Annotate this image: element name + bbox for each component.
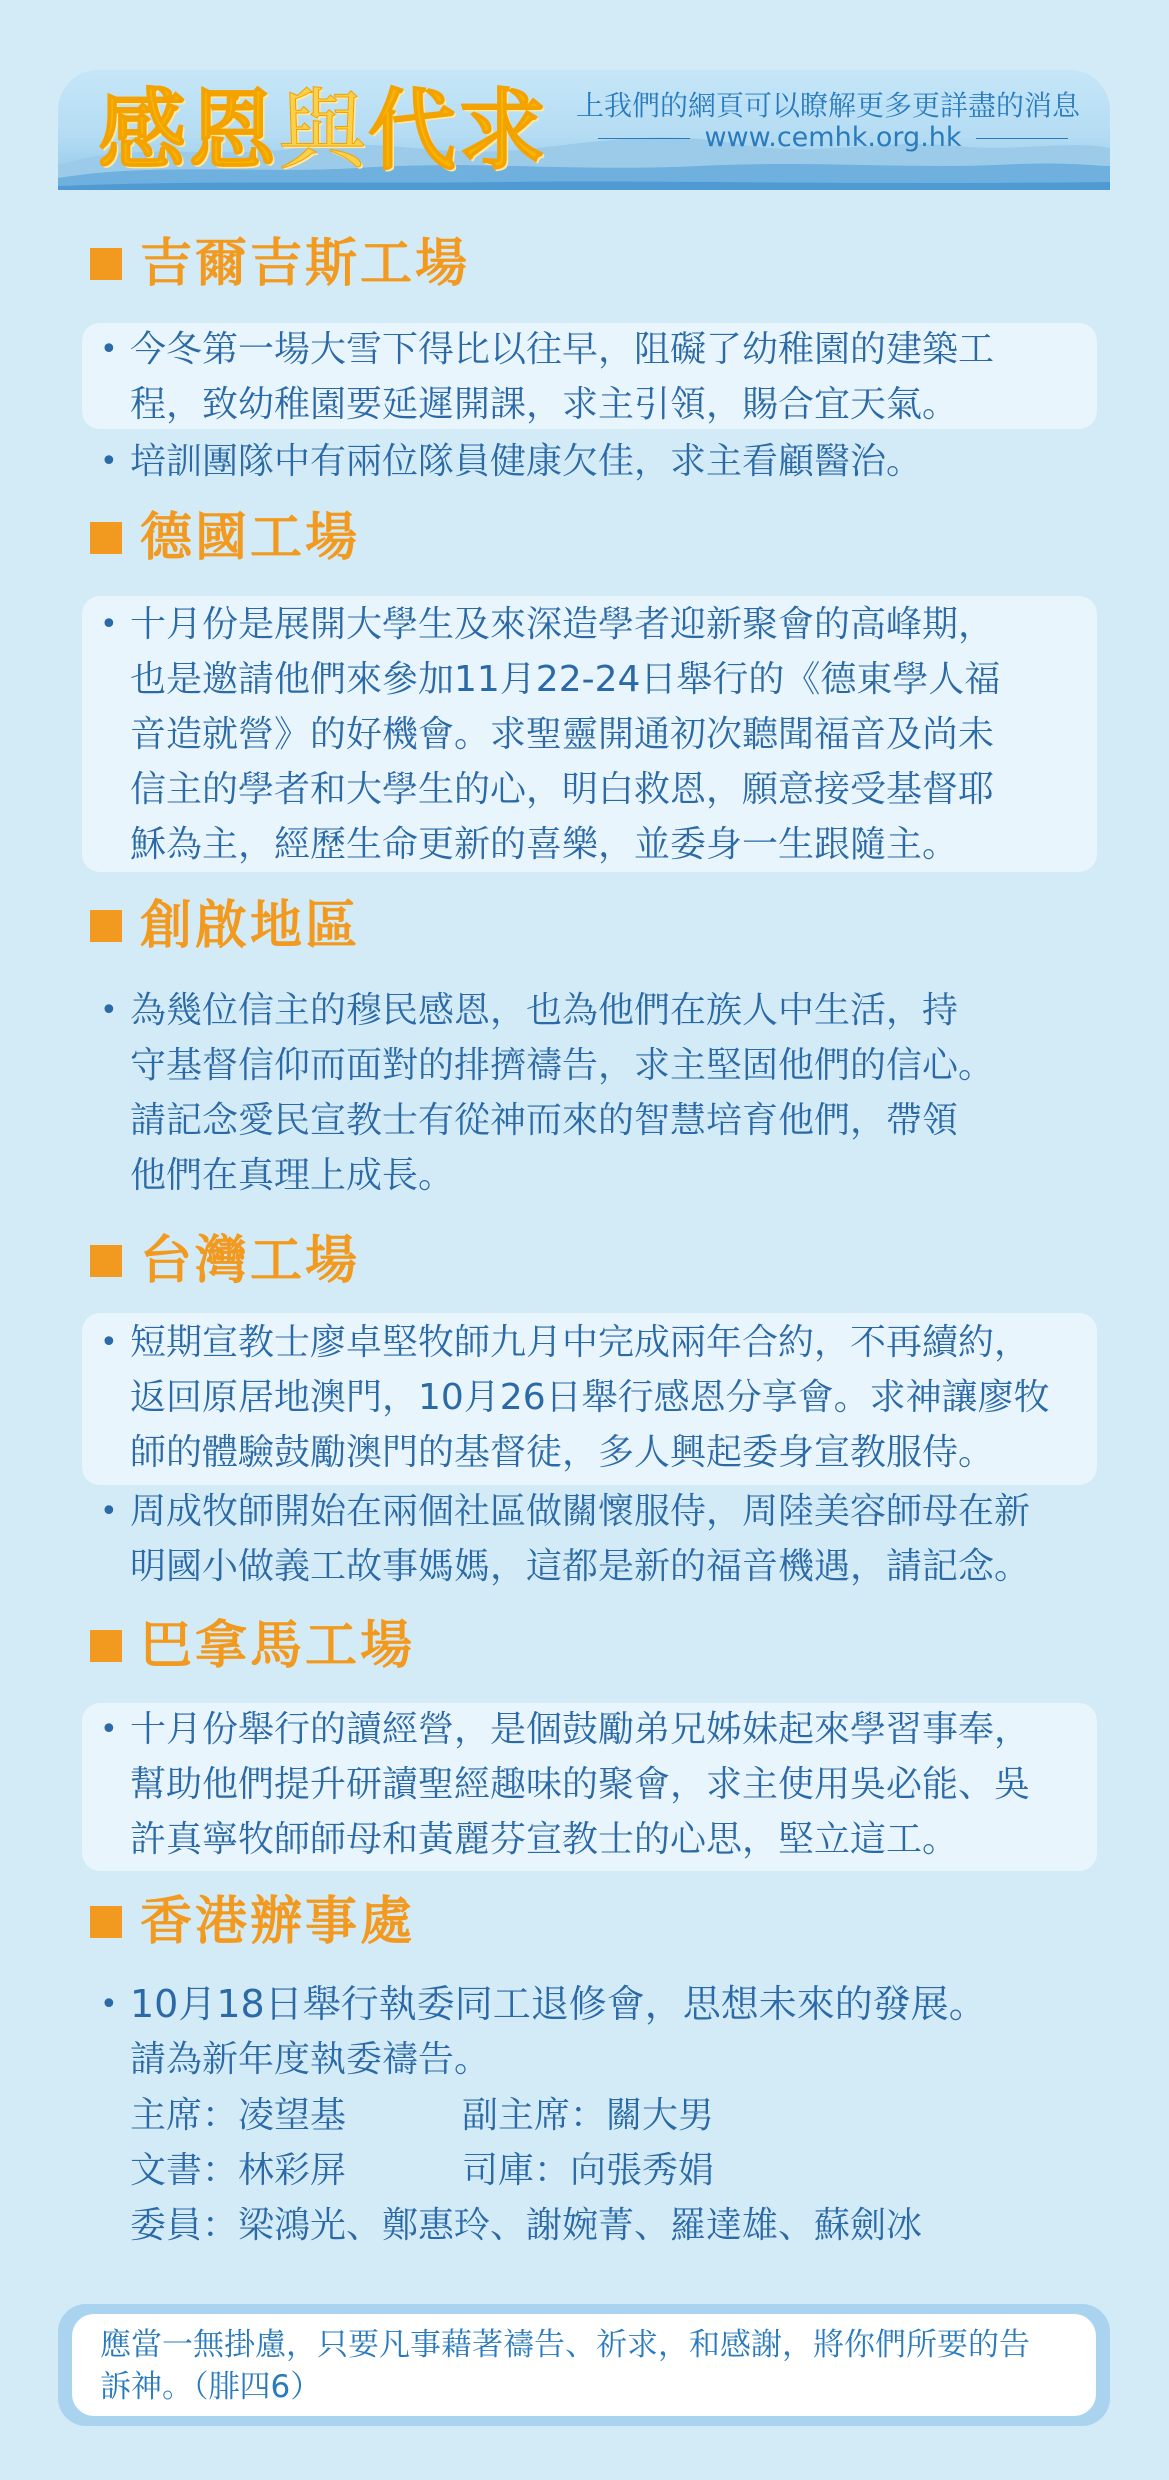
item-line: 今冬第一場大雪下得比以往早，阻礙了幼稚園的建築工 [130,329,995,370]
banner-title [98,76,548,186]
item-line: 請記念愛民宣教士有從神而來的智慧培育他們，帶領 [130,1100,959,1141]
bullet-icon: • [100,1325,118,1360]
title-part-3: 代求 [368,79,549,182]
item-line: 周成牧師開始在兩個社區做關懷服侍，周陸美容師母在新 [130,1491,1031,1532]
item-line: 返回原居地澳門，10月26日舉行感恩分享會。求神讓廖牧 [130,1377,1050,1418]
item-line: 許真寧牧師師母和黃麗芬宣教士的心思，堅立這工。 [130,1819,959,1860]
scripture-verse [100,2324,1090,2408]
banner-url-row [558,122,1098,154]
officer-row [130,2198,922,2253]
section-heading-taiwan [90,1229,360,1293]
item-line: 短期宣教士廖卓堅牧師九月中完成兩年合約，不再續約， [130,1322,1031,1363]
list-item [92,1977,1092,2087]
officer-list [130,2088,922,2253]
section-title: 吉爾吉斯工場 [140,234,471,294]
footer-verse-box [58,2304,1110,2426]
section-title: 巴拿馬工場 [140,1616,416,1676]
bullet-icon: • [100,1712,118,1747]
item-line: 信主的學者和大學生的心，明白救恩，願意接受基督耶 [130,769,995,810]
verse-line: 應當一無掛慮，只要凡事藉著禱告、祈求，和感謝，將你們所要的告 [100,2327,1030,2363]
banner-subtitle: 上我們的網頁可以瞭解更多更詳盡的消息 [575,89,1080,122]
orange-square-icon [90,910,122,942]
item-line: 為幾位信主的穆民感恩，也為他們在族人中生活，持 [130,990,959,1031]
bullet-icon: • [100,1494,118,1529]
bullet-icon: • [100,444,118,479]
section-title: 香港辦事處 [140,1892,416,1952]
title-part-2: 與 [278,79,369,182]
section-heading-creative-access [90,894,360,958]
section-title: 台灣工場 [140,1231,361,1291]
item-line: 穌為主，經歷生命更新的喜樂，並委身一生跟隨主。 [130,824,959,865]
list-item [92,434,1092,489]
website-link[interactable]: www.cemhk.org.hk [704,122,962,153]
item-line: 請為新年度執委禱告。 [130,2039,491,2080]
treasurer: 司庫：向張秀娟 [462,2150,715,2191]
section-heading-kyrgyzstan [90,232,470,296]
header-banner [58,70,1110,190]
list-item [92,1315,1092,1480]
bullet-icon: • [100,1987,118,2022]
verse-line: 訴神。（腓四6） [100,2369,322,2405]
url-rule-left [598,138,690,139]
item-line: 他們在真理上成長。 [130,1155,455,1196]
chair: 主席：凌望基 [130,2095,347,2136]
item-line: 幫助他們提升研讀聖經趣味的聚會，求主使用吳必能、吳 [130,1764,1031,1805]
item-line: 師的體驗鼓勵澳門的基督徒，多人興起委身宣教服侍。 [130,1432,995,1473]
list-item [92,1484,1092,1594]
item-line: 音造就營》的好機會。求聖靈開通初次聽聞福音及尚未 [130,714,995,755]
orange-square-icon [90,522,122,554]
list-item [92,983,1092,1203]
section-title: 創啟地區 [140,896,361,956]
item-line: 十月份舉行的讀經營，是個鼓勵弟兄姊妹起來學習事奉， [130,1709,1031,1750]
officer-row [130,2143,922,2198]
title-part-1: 感恩 [98,79,279,182]
bullet-icon: • [100,993,118,1028]
item-line: 守基督信仰而面對的排擠禱告，求主堅固他們的信心。 [130,1045,995,1086]
item-line: 也是邀請他們來參加11月22-24日舉行的《德東學人福 [130,659,1001,700]
list-item [92,322,1092,432]
bullet-icon: • [100,607,118,642]
vice-chair: 副主席：關大男 [462,2095,715,2136]
secretary: 文書：林彩屏 [130,2150,347,2191]
section-heading-panama [90,1614,415,1678]
section-title: 德國工場 [140,508,361,568]
item-line: 培訓團隊中有兩位隊員健康欠佳，求主看顧醫治。 [130,441,923,482]
orange-square-icon [90,248,122,280]
list-item [92,1702,1092,1867]
section-heading-hong-kong [90,1890,415,1954]
footer-inner [72,2314,1096,2416]
item-line: 十月份是展開大學生及來深造學者迎新聚會的高峰期， [130,604,995,645]
bullet-icon: • [100,332,118,367]
orange-square-icon [90,1906,122,1938]
members: 委員：梁鴻光、鄭惠玲、謝婉菁、羅達雄、蘇劍冰 [130,2205,923,2246]
orange-square-icon [90,1630,122,1662]
list-item [92,597,1092,872]
officer-row [130,2088,922,2143]
orange-square-icon [90,1245,122,1277]
item-line: 明國小做義工故事媽媽，這都是新的福音機遇，請記念。 [130,1546,1031,1587]
url-rule-right [976,138,1068,139]
item-line: 10月18日舉行執委同工退修會，思想未來的發展。 [130,1982,987,2026]
section-heading-germany [90,506,360,570]
item-line: 程，致幼稚園要延遲開課，求主引領，賜合宜天氣。 [130,384,959,425]
